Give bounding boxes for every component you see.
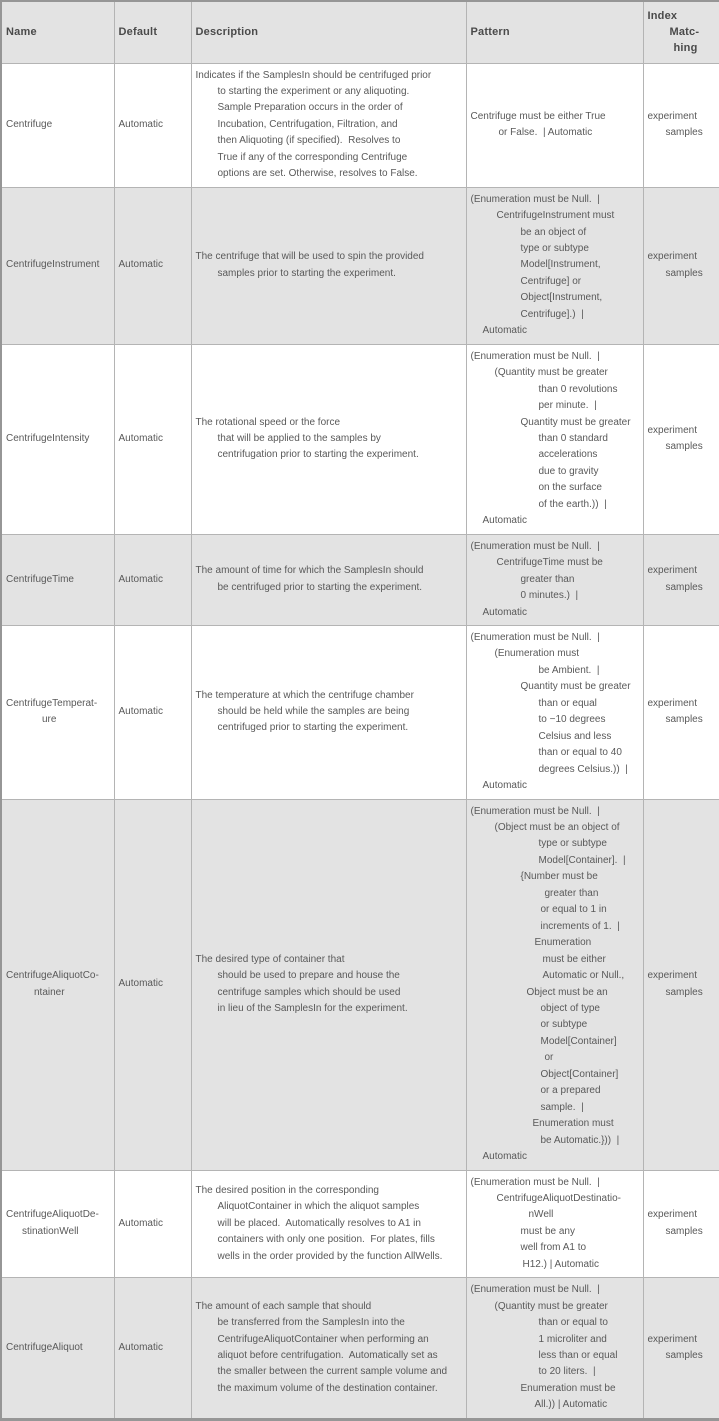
text-line: H12.) | Automatic bbox=[522, 1258, 600, 1270]
column-header-name bbox=[1, 1, 114, 63]
cell-default bbox=[114, 534, 191, 625]
text-line: samples bbox=[665, 441, 703, 453]
cell-name bbox=[1, 1170, 114, 1278]
text-line: nWell bbox=[528, 1209, 554, 1221]
text-line: The temperature at which the centrifuge chamber bbox=[195, 689, 414, 701]
cell-index-matching bbox=[643, 1170, 719, 1278]
cell-pattern bbox=[466, 344, 643, 534]
text-line: greater than bbox=[544, 887, 599, 899]
text-line: Automatic bbox=[482, 606, 527, 618]
text-line: CentrifugeInstrument bbox=[6, 259, 100, 271]
text-line: degrees Celsius.)) | bbox=[538, 763, 628, 775]
cell-description bbox=[191, 1170, 466, 1278]
text-line: (Enumeration must be Null. | bbox=[470, 632, 600, 643]
text-line: Celsius and less bbox=[538, 730, 612, 742]
text-line: per minute. | bbox=[538, 400, 597, 412]
text-line: type or subtype bbox=[520, 243, 589, 255]
text-line: The amount of each sample that should bbox=[195, 1300, 372, 1312]
text-line: must be either bbox=[542, 953, 606, 965]
text-line: ntainer bbox=[34, 986, 65, 998]
text-line: than 0 revolutions bbox=[538, 383, 618, 395]
table-row bbox=[1, 534, 719, 625]
text-line: Quantity must be greater bbox=[520, 416, 631, 428]
text-line: accelerations bbox=[538, 449, 598, 461]
text-line: Quantity must be greater bbox=[520, 681, 631, 693]
table-header-row bbox=[1, 1, 719, 63]
text-line: Automatic bbox=[482, 325, 527, 337]
cell-name bbox=[1, 534, 114, 625]
cell-name bbox=[1, 1278, 114, 1420]
text-line: than 0 standard bbox=[538, 433, 608, 445]
text-line: Object[Instrument, bbox=[520, 292, 603, 304]
text-line: to 20 liters. | bbox=[538, 1366, 596, 1378]
text-line: CentrifugeAliquotDestinatio- bbox=[496, 1192, 622, 1204]
column-header-description bbox=[191, 1, 466, 63]
text-line: Automatic bbox=[118, 1341, 163, 1353]
cell-name bbox=[1, 799, 114, 1170]
cell-index-matching bbox=[643, 344, 719, 534]
text-line: CentrifugeIntensity bbox=[6, 433, 90, 445]
text-line: 0 minutes.) | bbox=[520, 590, 579, 602]
text-line: Description bbox=[195, 26, 259, 39]
text-line: Automatic bbox=[482, 780, 527, 792]
text-line: samples bbox=[665, 127, 703, 139]
text-line: Centrifuge must be either True bbox=[470, 110, 606, 122]
text-line: will be placed. Automatically resolves to A1 in bbox=[217, 1217, 421, 1229]
cell-name bbox=[1, 63, 114, 187]
cell-pattern bbox=[466, 187, 643, 344]
cell-index-matching bbox=[643, 1278, 719, 1420]
text-line: less than or equal bbox=[538, 1350, 618, 1362]
table-row bbox=[1, 799, 719, 1170]
text-line: centrifugation prior to starting the experiment. bbox=[217, 449, 419, 461]
text-line: CentrifugeTime must be bbox=[496, 557, 603, 569]
text-line: (Enumeration must be Null. | bbox=[470, 540, 600, 552]
text-line: due to gravity bbox=[538, 465, 599, 477]
text-line: on the surface bbox=[538, 482, 602, 494]
text-line: hing bbox=[673, 42, 698, 55]
column-header-pattern bbox=[466, 1, 643, 63]
text-line: options are set. Otherwise, resolves to False. bbox=[217, 168, 418, 180]
text-line: greater than bbox=[520, 573, 575, 585]
text-line: the smaller between the current sample volume and bbox=[217, 1366, 448, 1378]
cell-pattern bbox=[466, 799, 643, 1170]
text-line: containers with only one position. For plates, fills bbox=[217, 1234, 435, 1246]
cell-name bbox=[1, 626, 114, 800]
text-line: than or equal bbox=[538, 697, 597, 709]
text-line: Name bbox=[6, 26, 37, 39]
text-line: experiment bbox=[647, 1209, 697, 1221]
cell-index-matching bbox=[643, 534, 719, 625]
text-line: (Enumeration must be Null. | bbox=[470, 193, 600, 205]
text-line: Enumeration must be bbox=[520, 1382, 616, 1394]
text-line: Model[Container] bbox=[540, 1035, 617, 1047]
text-line: Model[Container]. | bbox=[538, 854, 626, 866]
text-line: Automatic bbox=[118, 573, 163, 585]
text-line: that will be applied to the samples by bbox=[217, 433, 381, 445]
text-line: centrifuge samples which should be used bbox=[217, 986, 401, 998]
text-line: Enumeration bbox=[534, 937, 592, 949]
text-line: (Enumeration must be Null. | bbox=[470, 1284, 600, 1296]
text-line: to −10 degrees bbox=[538, 714, 606, 726]
text-line: True if any of the corresponding Centrifuge bbox=[217, 151, 408, 163]
text-line: Automatic bbox=[118, 1217, 163, 1229]
text-line: Enumeration must bbox=[532, 1118, 614, 1130]
text-line: Object must be an bbox=[526, 986, 608, 998]
text-line: experiment bbox=[647, 970, 697, 982]
text-line: CentrifugeAliquotContainer when performing an bbox=[217, 1333, 429, 1345]
text-line: samples bbox=[665, 581, 703, 593]
cell-description bbox=[191, 799, 466, 1170]
text-line: or False. | Automatic bbox=[498, 127, 593, 139]
text-line: (Quantity must be greater bbox=[494, 367, 608, 379]
text-line: Automatic bbox=[118, 706, 163, 718]
table-row bbox=[1, 344, 719, 534]
text-line: or subtype bbox=[540, 1019, 588, 1031]
cell-pattern bbox=[466, 626, 643, 800]
text-line: samples bbox=[665, 986, 703, 998]
text-line: be transferred from the SamplesIn into the bbox=[217, 1317, 405, 1329]
table-row bbox=[1, 1170, 719, 1278]
column-header-default bbox=[114, 1, 191, 63]
text-line: type or subtype bbox=[538, 838, 607, 850]
text-line: centrifuged prior to starting the experiment. bbox=[217, 722, 409, 734]
text-line: Automatic bbox=[118, 118, 163, 130]
text-line: samples prior to starting the experiment. bbox=[217, 267, 396, 279]
text-line: Pattern bbox=[470, 26, 510, 39]
text-line: stinationWell bbox=[22, 1225, 79, 1237]
text-line: samples bbox=[665, 1225, 703, 1237]
cell-default bbox=[114, 626, 191, 800]
text-line: be Ambient. | bbox=[538, 664, 600, 676]
text-line: The centrifuge that will be used to spin the provided bbox=[195, 251, 424, 263]
cell-pattern bbox=[466, 1170, 643, 1278]
cell-pattern bbox=[466, 534, 643, 625]
cell-description bbox=[191, 534, 466, 625]
cell-description bbox=[191, 626, 466, 800]
text-line: wells in the order provided by the function AllWells. bbox=[217, 1250, 443, 1262]
cell-index-matching bbox=[643, 187, 719, 344]
table-row bbox=[1, 63, 719, 187]
text-line: Default bbox=[118, 26, 158, 39]
table-row bbox=[1, 187, 719, 344]
text-line: Matc- bbox=[669, 26, 700, 39]
text-line: The desired position in the corresponding bbox=[195, 1184, 379, 1196]
text-line: be an object of bbox=[520, 226, 587, 238]
text-line: {Number must be bbox=[520, 871, 598, 883]
table-row bbox=[1, 1278, 719, 1420]
cell-pattern bbox=[466, 63, 643, 187]
cell-index-matching bbox=[643, 63, 719, 187]
cell-default bbox=[114, 1278, 191, 1420]
text-line: CentrifugeAliquotCo- bbox=[6, 970, 99, 982]
text-line: The rotational speed or the force bbox=[195, 416, 341, 428]
table-header bbox=[1, 1, 719, 63]
text-line: Sample Preparation occurs in the order of bbox=[217, 102, 403, 114]
text-line: CentrifugeAliquotDe- bbox=[6, 1209, 99, 1221]
cell-index-matching bbox=[643, 799, 719, 1170]
text-line: (Quantity must be greater bbox=[494, 1300, 608, 1312]
text-line: Automatic bbox=[118, 259, 163, 271]
text-line: (Enumeration must be Null. | bbox=[470, 350, 600, 362]
text-line: be Automatic.})) | bbox=[540, 1134, 620, 1146]
text-line: samples bbox=[665, 1350, 703, 1362]
text-line: Automatic bbox=[118, 433, 163, 445]
cell-index-matching bbox=[643, 626, 719, 800]
cell-default bbox=[114, 1170, 191, 1278]
text-line: (Object must be an object of bbox=[494, 821, 620, 833]
text-line: the maximum volume of the destination container. bbox=[217, 1382, 438, 1394]
text-line: than or equal to 40 bbox=[538, 747, 622, 759]
cell-default bbox=[114, 187, 191, 344]
text-line: must be any bbox=[520, 1225, 575, 1237]
text-line: Model[Instrument, bbox=[520, 259, 601, 271]
text-line: The desired type of container that bbox=[195, 953, 345, 965]
text-line: The amount of time for which the SamplesIn should bbox=[195, 565, 424, 577]
text-line: Incubation, Centrifugation, Filtration, and bbox=[217, 118, 398, 130]
text-line: ure bbox=[42, 714, 57, 726]
text-line: should be held while the samples are being bbox=[217, 706, 410, 718]
text-line: Centrifuge] or bbox=[520, 275, 582, 287]
table-row bbox=[1, 626, 719, 800]
text-line: Centrifuge bbox=[6, 118, 53, 130]
text-line: experiment bbox=[647, 424, 697, 436]
text-line: Indicates if the SamplesIn should be centrifuged prior bbox=[195, 69, 432, 81]
text-line: All.)) | Automatic bbox=[534, 1399, 608, 1411]
text-line: Automatic or Null., bbox=[542, 970, 625, 982]
text-line: or bbox=[544, 1052, 554, 1064]
cell-default bbox=[114, 799, 191, 1170]
text-line: than or equal to bbox=[538, 1317, 608, 1329]
text-line: Object[Container] bbox=[540, 1068, 619, 1080]
cell-default bbox=[114, 63, 191, 187]
cell-name bbox=[1, 344, 114, 534]
text-line: 1 microliter and bbox=[538, 1333, 607, 1345]
text-line: CentrifugeTime bbox=[6, 573, 74, 585]
text-line: or equal to 1 in bbox=[540, 904, 607, 916]
text-line: to starting the experiment or any aliquoting. bbox=[217, 85, 410, 97]
text-line: well from A1 to bbox=[520, 1242, 587, 1254]
text-line: or a prepared bbox=[540, 1085, 601, 1097]
cell-description bbox=[191, 344, 466, 534]
text-line: AliquotContainer in which the aliquot samples bbox=[217, 1201, 420, 1213]
text-line: should be used to prepare and house the bbox=[217, 970, 400, 982]
cell-description bbox=[191, 63, 466, 187]
text-line: experiment bbox=[647, 251, 697, 263]
text-line: in lieu of the SamplesIn for the experiment. bbox=[217, 1002, 408, 1014]
text-line: sample. | bbox=[540, 1101, 584, 1113]
cell-description bbox=[191, 1278, 466, 1420]
text-line: (Enumeration must be Null. | bbox=[470, 805, 600, 817]
text-line: be centrifuged prior to starting the experiment. bbox=[217, 581, 423, 593]
text-line: CentrifugeTemperat- bbox=[6, 697, 98, 709]
text-line: experiment bbox=[647, 1333, 697, 1345]
text-line: experiment bbox=[647, 697, 697, 709]
text-line: CentrifugeInstrument must bbox=[496, 210, 615, 222]
text-line: object of type bbox=[540, 1002, 600, 1014]
cell-default bbox=[114, 344, 191, 534]
text-line: Automatic bbox=[118, 978, 163, 990]
cell-pattern bbox=[466, 1278, 643, 1420]
cell-name bbox=[1, 187, 114, 344]
text-line: experiment bbox=[647, 110, 697, 122]
text-line: aliquot before centrifugation. Automatically set as bbox=[217, 1350, 438, 1362]
text-line: CentrifugeAliquot bbox=[6, 1341, 83, 1353]
text-line: Automatic bbox=[482, 515, 527, 527]
text-line: (Enumeration must bbox=[494, 648, 579, 660]
column-header-index-matching bbox=[643, 1, 719, 63]
text-line: increments of 1. | bbox=[540, 920, 620, 932]
text-line: samples bbox=[665, 267, 703, 279]
text-line: then Aliquoting (if specified). Resolves to bbox=[217, 135, 401, 147]
text-line: (Enumeration must be Null. | bbox=[470, 1176, 600, 1188]
text-line: Index bbox=[647, 10, 678, 23]
table-body bbox=[1, 63, 719, 1419]
cell-description bbox=[191, 187, 466, 344]
text-line: experiment bbox=[647, 565, 697, 577]
text-line: Automatic bbox=[482, 1151, 527, 1163]
text-line: Centrifuge].) | bbox=[520, 308, 584, 320]
text-line: of the earth.)) | bbox=[538, 498, 607, 510]
text-line: samples bbox=[665, 714, 703, 726]
